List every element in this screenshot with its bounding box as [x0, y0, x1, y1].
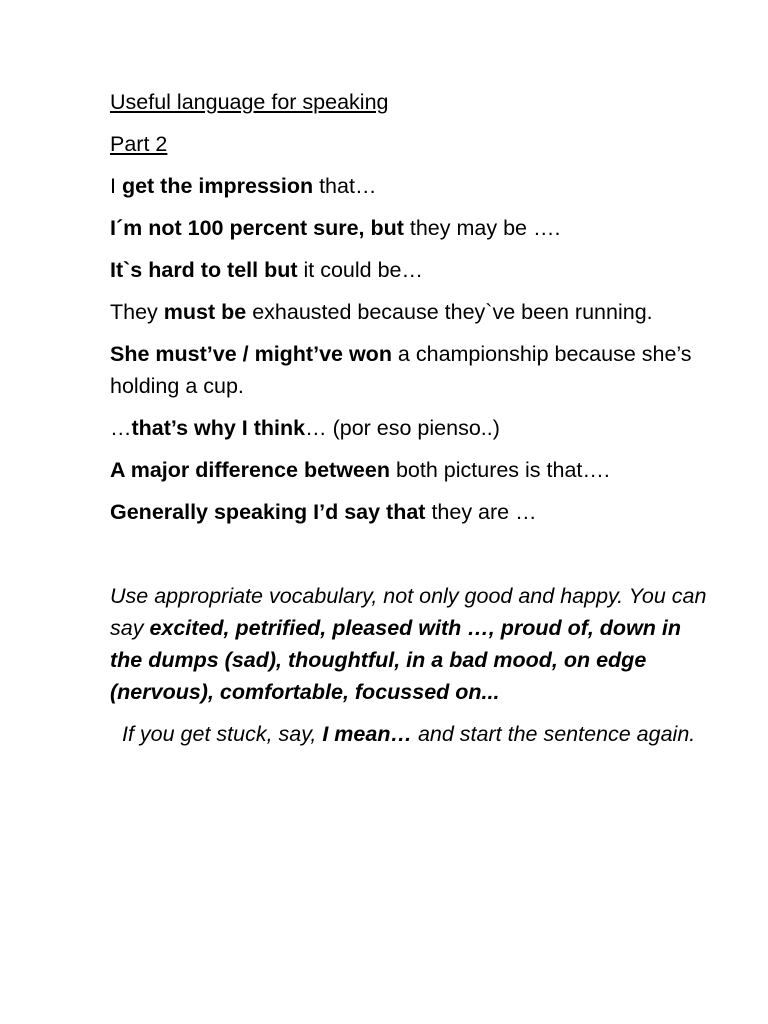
vocabulary-tip — [110, 580, 710, 708]
document-title: Useful language for speaking — [110, 90, 389, 114]
phrase-pre: … — [110, 416, 132, 440]
phrase-key: It`s hard to tell but — [110, 258, 298, 282]
stuck-tip-outro: and start the sentence again. — [411, 722, 696, 746]
phrase-key: that’s why I think — [131, 416, 306, 440]
stuck-tip-intro: If you get stuck, say, — [122, 722, 323, 746]
phrase-8 — [110, 496, 710, 528]
part-heading: Part 2 — [110, 132, 168, 156]
phrase-5 — [110, 338, 710, 402]
phrase-6 — [110, 412, 710, 444]
phrase-key: She must’ve / might’ve won — [110, 342, 392, 366]
phrase-key: A major difference between — [110, 458, 390, 482]
phrase-4 — [110, 296, 710, 328]
phrase-post: … (por eso pienso..) — [305, 416, 500, 440]
phrase-3 — [110, 254, 710, 286]
phrase-post: both pictures is that…. — [389, 458, 610, 482]
phrase-pre: I — [110, 174, 122, 198]
stuck-tip — [110, 718, 710, 750]
paragraph-spacer — [110, 538, 710, 580]
phrase-2 — [110, 212, 710, 244]
phrase-post: a championship because she’s holding a cup. — [110, 342, 692, 398]
vocabulary-words: excited, petrified, pleased with …, proud of, down in the dumps (sad), thoughtful, in a bad mood, on edge (nervous), comfortable, focussed on... — [110, 616, 682, 704]
phrase-post: they are … — [425, 500, 537, 524]
phrase-key: I´m not 100 percent sure, but — [110, 216, 404, 240]
phrase-key: must be — [163, 300, 247, 324]
phrase-post: it could be… — [297, 258, 424, 282]
phrase-key: get the impression — [121, 174, 314, 198]
phrase-post: they may be …. — [403, 216, 561, 240]
document-page — [110, 86, 710, 760]
phrase-pre: They — [110, 300, 164, 324]
vocabulary-tip-intro: Use appropriate vocabulary, not only good and happy. You can say — [110, 584, 707, 640]
stuck-tip-phrase: I mean… — [322, 722, 412, 746]
phrase-post: that… — [313, 174, 377, 198]
phrase-7 — [110, 454, 710, 486]
phrase-post: exhausted because they`ve been running. — [246, 300, 653, 324]
phrase-key: Generally speaking I’d say that — [110, 500, 426, 524]
phrase-1 — [110, 170, 710, 202]
